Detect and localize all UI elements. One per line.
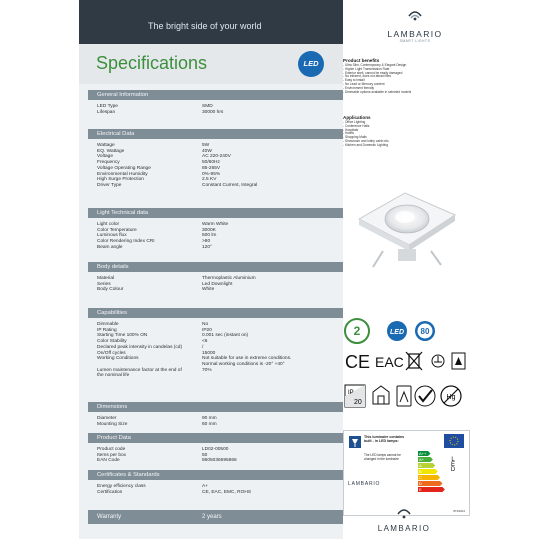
- spec-value: /: [202, 344, 204, 350]
- header: [0, 0, 550, 44]
- applications-list: [343, 121, 389, 148]
- spec-key: IP Rating: [97, 327, 117, 333]
- section-heading: Body details: [88, 262, 343, 272]
- energy-label-note: The LED lamps cannot be changed in the luminaire: [364, 453, 401, 461]
- cri-80-icon: [415, 321, 435, 341]
- spec-key: EQ. Wattage: [97, 148, 125, 154]
- spec-row: [97, 373, 337, 379]
- section-heading: Light Technical data: [88, 208, 343, 218]
- warranty-value: 2 years: [202, 514, 222, 520]
- ip20-icon: [345, 385, 365, 407]
- spec-key: Diameter: [97, 416, 117, 421]
- recycle-bin-crossed-icon: [406, 352, 422, 370]
- spec-key: Declared peak intensity in candelas (cd): [97, 344, 183, 350]
- spec-value: 3000K: [202, 227, 216, 233]
- warranty-label: Warranty: [97, 514, 122, 520]
- benefits-list: [343, 64, 470, 94]
- section-heading: Electrical Data: [88, 129, 343, 139]
- spec-key: Starting Time 100% ON: [97, 333, 148, 339]
- application-item: - Showroom and lobby cabin etc.: [343, 138, 390, 143]
- lamp-icon: [348, 435, 362, 449]
- energy-vertical-led: LED: [450, 457, 456, 472]
- ip-number: 20: [354, 399, 362, 406]
- spec-key: Driver Type: [97, 182, 122, 188]
- spec-value: Thermoplastic Aluminium: [202, 276, 256, 281]
- badge-row-3: [343, 382, 470, 410]
- benefits-heading: Product benefits: [343, 58, 380, 63]
- badge-row-2: [343, 347, 470, 377]
- benefit-item: - No infrared, does not attract flies: [343, 74, 392, 79]
- spec-key: Color Temperature: [97, 227, 137, 233]
- footer-brand: LAMBARIO: [377, 524, 431, 533]
- spec-value: 2.5 KV: [202, 177, 217, 183]
- application-item: - Hotels: [343, 131, 354, 136]
- indoor-use-icon: [452, 353, 465, 369]
- benefit-item: - No Lead or Mercury content: [343, 81, 385, 86]
- energy-class-label: A+: [419, 457, 425, 463]
- spec-value: Not suitable for use in extreme conditions.: [202, 356, 292, 362]
- spec-key: Frequency: [97, 160, 120, 166]
- badge-row-1: [343, 317, 470, 345]
- spec-key: Environmental Humidity: [97, 171, 148, 177]
- section-rows: [97, 143, 337, 189]
- application-item: - Conference Halls: [343, 123, 370, 128]
- eu-flag-icon: [444, 434, 464, 448]
- downlight-product-image: [343, 179, 470, 274]
- spec-value: Led Downlight: [202, 281, 233, 287]
- spec-key: Certification: [97, 489, 123, 495]
- spec-value: LD02-00500: [202, 447, 229, 452]
- spec-value: 500 lm: [202, 233, 217, 239]
- application-item: - Hospitals: [343, 127, 359, 132]
- spec-row: [97, 458, 337, 464]
- energy-class-label: E: [419, 487, 422, 493]
- spec-key: Color Rendering Index CRI: [97, 239, 155, 245]
- section-rows: [97, 416, 337, 427]
- section-heading: Capabilities: [88, 308, 343, 318]
- applications-heading: Applications: [343, 115, 371, 120]
- spec-value: <6: [202, 339, 208, 345]
- ce-mark-icon: CE: [345, 352, 371, 372]
- spec-key: Series: [97, 281, 111, 287]
- spec-value: AC 220-240V: [202, 154, 231, 160]
- brand-logo: [370, 6, 460, 42]
- application-item: - Shopping Malls: [343, 135, 367, 140]
- mounting-surface-icon: [373, 386, 389, 404]
- spec-value: No: [202, 322, 209, 327]
- spec-key: Material: [97, 276, 115, 281]
- brand-subtitle: SMART LIGHTS: [399, 39, 431, 43]
- spec-value: 40W: [202, 148, 212, 154]
- section-rows: [97, 322, 337, 379]
- warranty-bar: [88, 510, 343, 524]
- spec-row: [97, 422, 337, 428]
- energy-class-label: A++: [419, 451, 427, 457]
- temperature-icon: [397, 386, 411, 406]
- spec-value: 60 mm: [202, 421, 217, 427]
- spec-value: 0.001 sec (instant on): [202, 333, 249, 339]
- spec-key: Voltage: [97, 154, 114, 160]
- spec-value: 50/60Hz: [202, 160, 220, 166]
- spec-row: [97, 110, 337, 116]
- energy-class-label: C: [419, 475, 422, 481]
- application-item: - Office Lighting: [343, 120, 366, 124]
- spec-value: 8605036695866: [202, 458, 237, 464]
- energy-label: [343, 430, 470, 516]
- logo-mark-icon: [407, 6, 423, 22]
- led-badge: LED: [298, 51, 324, 77]
- led-round-icon: [387, 321, 407, 341]
- spec-key: Beam angle: [97, 244, 123, 250]
- spec-key: Lifespan: [97, 109, 116, 115]
- spec-key: High Surge Protection: [97, 177, 144, 183]
- no-mercury-icon: [441, 386, 461, 406]
- spec-value: A+: [202, 484, 209, 489]
- specifications-panel: [79, 44, 343, 539]
- led-icon-text: LED: [390, 329, 404, 336]
- section-heading: Dimensions: [88, 402, 343, 412]
- energy-class-label: B: [419, 469, 422, 475]
- section-heading: Product Data: [88, 433, 343, 443]
- spec-value: CE, EAC, EMC, ROHS: [202, 489, 252, 495]
- spec-key: Body Colour: [97, 287, 124, 293]
- section-heading: General Information: [88, 90, 343, 100]
- brand-name: LAMBARIO: [387, 29, 443, 39]
- spec-key: Luminous flux: [97, 233, 127, 239]
- spec-key: Dimmable: [97, 322, 119, 327]
- benefit-item: - Ultra Slim, Contemporary & Elegant Design: [343, 63, 407, 67]
- page-title: Specifications: [96, 53, 208, 73]
- spec-key: On/Off cycles: [97, 350, 126, 356]
- application-item: - Kitchen and Domestic Lighting: [343, 142, 389, 147]
- spec-row: [97, 245, 337, 251]
- section-rows: [97, 104, 337, 115]
- section-rows: [97, 276, 337, 293]
- section-heading: Certificates & Standards: [88, 470, 343, 480]
- energy-class-bar: [418, 487, 445, 492]
- spec-row: [97, 287, 337, 293]
- cri-text: 80: [420, 327, 430, 336]
- spec-key: LED Type: [97, 104, 118, 109]
- spec-value: 30000 hrs: [202, 109, 224, 115]
- tagline: The bright side of your world: [148, 21, 262, 31]
- energy-label-text: This luminaire contains built - in LED lamps:: [364, 435, 405, 444]
- right-column: [343, 44, 470, 539]
- spec-value: 70%: [202, 367, 212, 373]
- spec-key: Color Stability: [97, 339, 127, 345]
- spec-key: Wattage: [97, 143, 115, 148]
- energy-brand: LAMBARIO: [348, 481, 381, 487]
- footer-logo: [374, 505, 434, 533]
- spec-value: White: [202, 287, 215, 293]
- header-banner: [79, 0, 343, 44]
- spec-key: Energy efficiency class: [97, 484, 146, 489]
- spec-key: Lumen maintenance factor at the end of: [97, 367, 182, 373]
- benefit-item: - Environment friendly: [343, 85, 375, 90]
- spec-key: Light color: [97, 222, 120, 227]
- section-rows: [97, 222, 337, 251]
- benefit-item: - Higher Light Transmission Rate: [343, 66, 390, 71]
- title-bar: [79, 44, 343, 84]
- ip-label: IP: [348, 390, 354, 396]
- spec-key: Mounting Size: [97, 421, 128, 427]
- logo-mark-icon-bottom: [396, 505, 412, 519]
- spec-value: 5W: [202, 143, 210, 148]
- spec-key: Items per box: [97, 452, 127, 458]
- spec-value: 0%-95%: [202, 171, 221, 177]
- spec-key: Working Conditions: [97, 356, 139, 362]
- section-rows: [97, 447, 337, 464]
- spec-row: [97, 183, 337, 189]
- benefit-item: - Dimmable options available in selected models: [343, 89, 412, 94]
- spec-value: 120°: [202, 244, 212, 250]
- spec-key: the nominal life: [97, 373, 130, 379]
- spec-value: 15000: [202, 350, 216, 356]
- benefit-item: - Easy to install: [343, 78, 365, 83]
- spec-key: EAN Code: [97, 458, 120, 464]
- eac-mark-icon: EAC: [375, 354, 404, 370]
- section-rows: [97, 484, 337, 495]
- spec-value: 90 mm: [202, 416, 217, 421]
- spec-value: [202, 373, 337, 379]
- benefit-item: - Exterior shell, cannot be easily damaged: [343, 70, 403, 75]
- rohs-check-icon: [415, 386, 435, 406]
- spec-value: IP20: [202, 327, 212, 333]
- svg-text:Hg: Hg: [446, 394, 456, 401]
- spec-value: Constant Current, Integral: [202, 182, 258, 188]
- spec-key: Product code: [97, 447, 126, 452]
- spec-value: SMD: [202, 104, 213, 109]
- energy-class-label: D: [419, 481, 422, 487]
- ground-symbol-icon: [432, 355, 444, 367]
- energy-class-label: A: [419, 463, 422, 469]
- spec-value: Normal working conditions is -20° +40°: [202, 361, 285, 367]
- energy-regulation-code: 874/2012: [453, 509, 465, 513]
- spec-value: Warm White: [202, 222, 229, 227]
- spec-row: [97, 490, 337, 496]
- warranty-2-years-icon: [345, 319, 369, 343]
- spec-value: >80: [202, 239, 211, 245]
- spec-value: 85-265V: [202, 165, 221, 171]
- warranty-number: 2: [353, 324, 361, 338]
- spec-key: Voltage Operating Range: [97, 165, 151, 171]
- spec-value: 50: [202, 452, 208, 458]
- energy-class-scale: [418, 451, 448, 495]
